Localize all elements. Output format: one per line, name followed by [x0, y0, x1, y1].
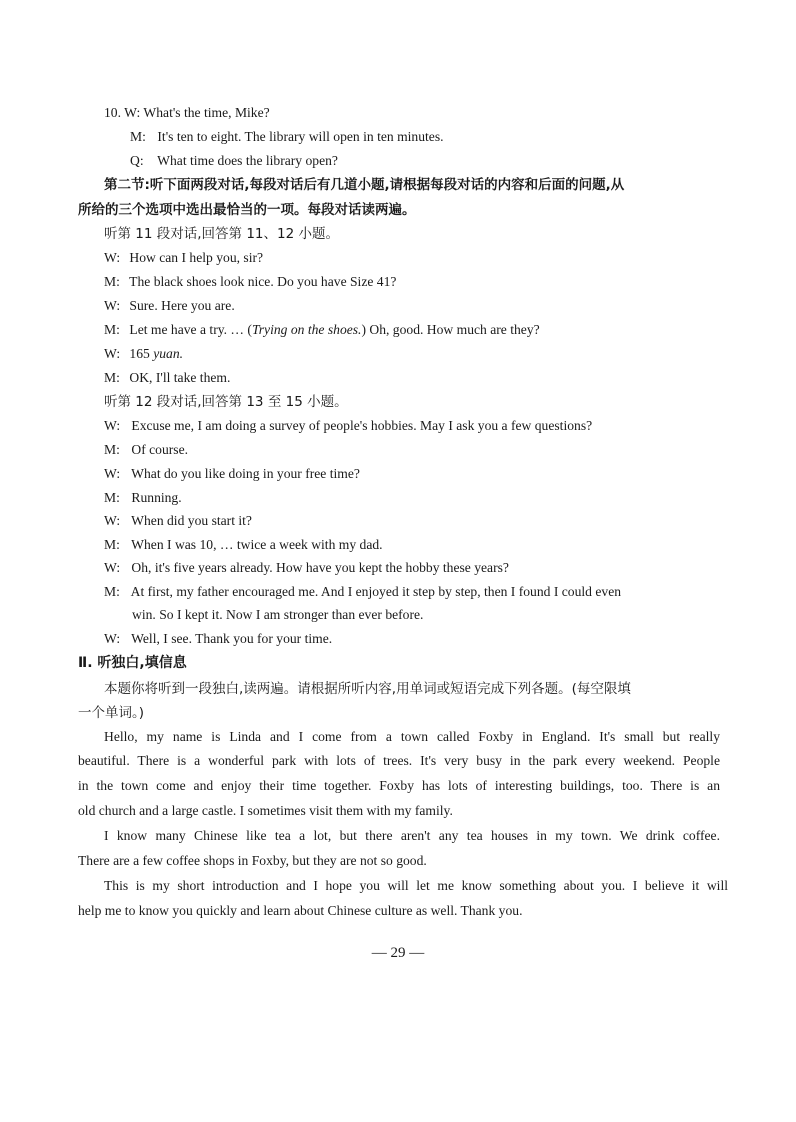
monologue-p2-line: There are a few coffee shops in Foxby, but they are not so good. — [78, 853, 427, 868]
dialogue12-heading: 听第 12 段对话,回答第 13 至 15 小题。 — [104, 394, 348, 410]
dialogue-text: 165 — [129, 346, 154, 361]
part2-intro-line-1: 本题你将听到一段独白,读两遍。请根据所听内容,用单词或短语完成下列各题。(每空限填 — [104, 681, 631, 697]
dialogue-text: What do you like doing in your free time? — [131, 466, 360, 481]
italic-word: yuan. — [153, 346, 184, 361]
speaker-label: Q: — [130, 153, 144, 168]
dialogue-text: At first, my father encouraged me. And I enjoyed it step by step, then I found I could even — [130, 584, 622, 599]
dialogue12-line — [104, 583, 621, 601]
dialogue-text: When I was 10, … twice a week with my dad. — [131, 537, 383, 552]
dialogue11-line — [104, 321, 540, 339]
speaker-label: M: — [104, 490, 120, 505]
monologue-p2-line: I know many Chinese like tea a lot, but there aren't any tea houses in my town. We drink coffee. — [104, 828, 720, 843]
part2-heading: Ⅱ. 听独白,填信息 — [78, 655, 187, 671]
dialogue11-line — [104, 369, 230, 387]
dialogue11-line — [104, 273, 396, 291]
speaker-label: W: — [104, 298, 121, 313]
speaker-label: M: — [104, 274, 120, 289]
dialogue-text: ) Oh, good. How much are they? — [361, 322, 540, 337]
dialogue12-line — [104, 465, 360, 483]
speaker-label: M: — [130, 129, 146, 144]
monologue-p1-line: beautiful. There is a wonderful park with lots of trees. It's very busy in the park every weekend. People — [78, 753, 720, 768]
dialogue12-line-continued — [132, 606, 423, 624]
dialogue12-line — [104, 512, 252, 530]
dialogue-text: How can I help you, sir? — [129, 250, 264, 265]
monologue-p1-line: in the town come and enjoy their time together. Foxby has lots of interesting buildings, too. There is an — [78, 778, 720, 793]
dialogue-text: Excuse me, I am doing a survey of people's hobbies. May I ask you a few questions? — [131, 418, 593, 433]
dialogue-text: What's the time, Mike? — [143, 105, 270, 120]
part2-intro-line-2: 一个单词。) — [78, 705, 145, 721]
speaker-label: M: — [104, 322, 120, 337]
dialogue-text: Let me have a try. … ( — [129, 322, 252, 337]
dialogue-text: Oh, it's five years already. How have you kept the hobby these years? — [131, 560, 509, 575]
speaker-label: M: — [104, 537, 120, 552]
dialogue-text: win. So I kept it. Now I am stronger than ever before. — [132, 607, 424, 622]
monologue-p3-line: help me to know you quickly and learn about Chinese culture as well. Thank you. — [78, 903, 523, 918]
speaker-label: W: — [104, 346, 121, 361]
dialogue12-line — [104, 417, 592, 435]
speaker-label: M: — [104, 584, 120, 599]
speaker-label: W: — [104, 560, 121, 575]
dialogue-text: Well, I see. Thank you for your time. — [131, 631, 333, 646]
dialogue-text: The black shoes look nice. Do you have Size 41? — [129, 274, 397, 289]
speaker-label: M: — [104, 370, 120, 385]
q10-line-3 — [130, 152, 338, 170]
page-number: — 29 — — [371, 945, 425, 961]
stage-direction: Trying on the shoes. — [251, 322, 362, 337]
dialogue12-line — [104, 536, 383, 554]
speaker-label: 10. W: — [104, 105, 141, 120]
speaker-label: W: — [104, 631, 121, 646]
speaker-label: W: — [104, 513, 121, 528]
q10-line-2 — [130, 128, 444, 146]
q10-line-1 — [104, 104, 270, 122]
speaker-label: W: — [104, 466, 121, 481]
dialogue-text: Running. — [131, 490, 182, 505]
monologue-p3-line: This is my short introduction and I hope you will let me know something about you. I believe it will — [104, 878, 728, 893]
section2-intro-line-2: 所给的三个选项中选出最恰当的一项。每段对话读两遍。 — [78, 202, 416, 218]
dialogue-text: Of course. — [131, 442, 189, 457]
dialogue12-line — [104, 441, 188, 459]
dialogue-text: Sure. Here you are. — [129, 298, 235, 313]
dialogue11-heading: 听第 11 段对话,回答第 11、12 小题。 — [104, 226, 339, 242]
dialogue-text: It's ten to eight. The library will open in ten minutes. — [157, 129, 444, 144]
dialogue12-line — [104, 559, 509, 577]
speaker-label: M: — [104, 442, 120, 457]
speaker-label: W: — [104, 418, 121, 433]
monologue-p1-line: old church and a large castle. I sometimes visit them with my family. — [78, 803, 453, 818]
dialogue-text: What time does the library open? — [157, 153, 338, 168]
dialogue12-line — [104, 630, 332, 648]
dialogue11-line — [104, 297, 235, 315]
dialogue11-line — [104, 345, 183, 363]
speaker-label: W: — [104, 250, 121, 265]
dialogue-text: OK, I'll take them. — [129, 370, 231, 385]
section2-intro-line-1: 第二节:听下面两段对话,每段对话后有几道小题,请根据每段对话的内容和后面的问题,从 — [104, 177, 625, 193]
dialogue12-line — [104, 489, 182, 507]
dialogue11-line — [104, 249, 263, 267]
dialogue-text: When did you start it? — [131, 513, 252, 528]
monologue-p1-line: Hello, my name is Linda and I come from a town called Foxby in England. It's small but really — [104, 729, 720, 744]
